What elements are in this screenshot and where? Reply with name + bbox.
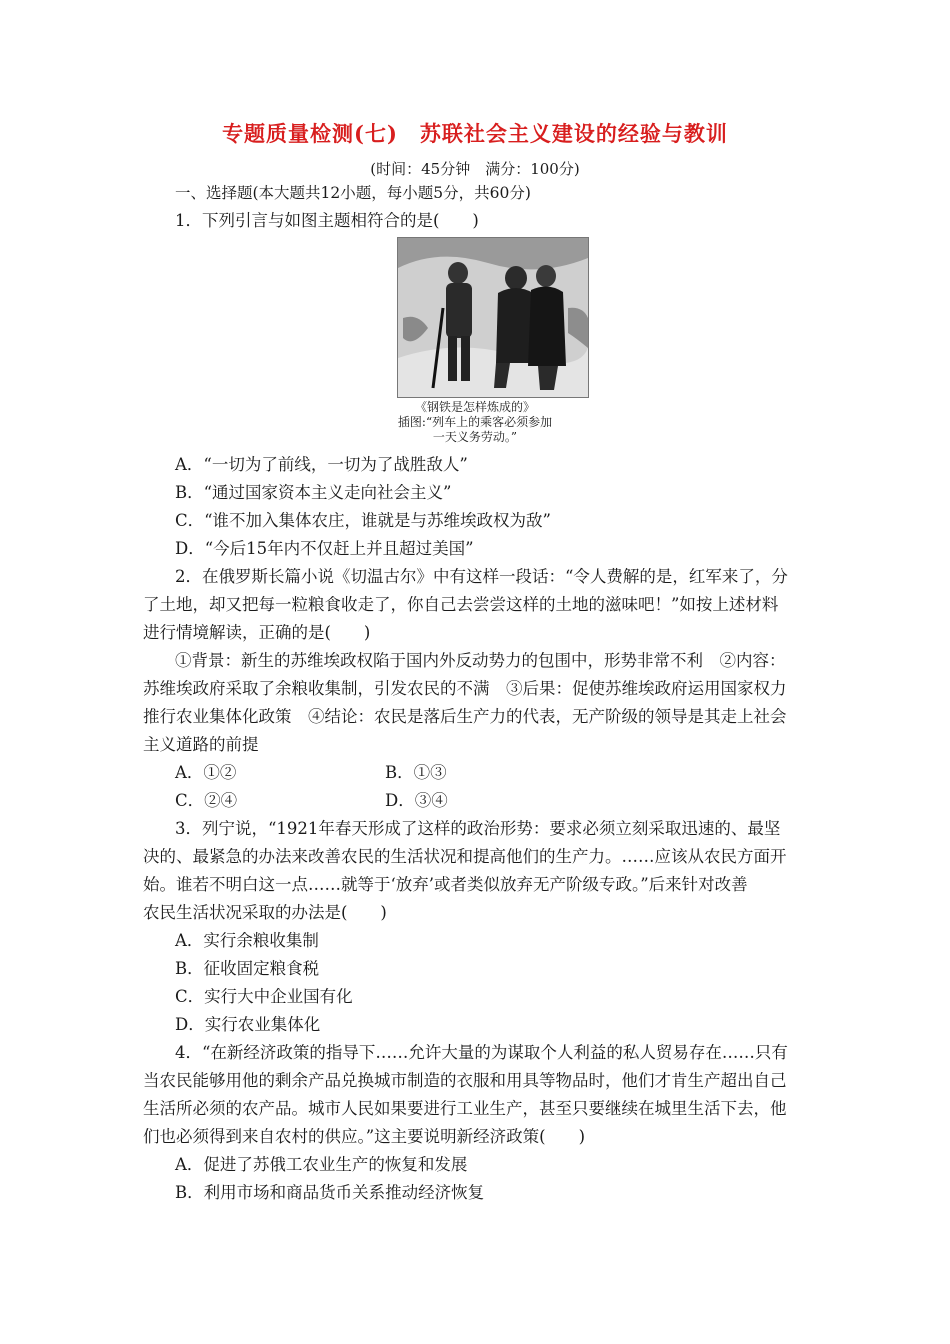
q4-line-4: 们也必须得到来自农村的供应。”这主要说明新经济政策( ): [143, 1127, 586, 1146]
q3-line-4: 农民生活状况采取的办法是( ): [143, 903, 387, 922]
q3-option-b: B．征收固定粮食税: [175, 959, 320, 978]
section-heading: 一、选择题(本大题共12小题，每小题5分，共60分): [175, 184, 531, 202]
q1-option-d: D．“今后15年内不仅赶上并且超过美国”: [175, 539, 474, 558]
q4-option-a: A．促进了苏俄工农业生产的恢复和发展: [175, 1155, 468, 1174]
q4-line-2: 当农民能够用他的剩余产品兑换城市制造的衣服和用具等物品时，他们才肯生产超出自己: [143, 1071, 787, 1090]
q2-statements-line-3: 推行农业集体化政策 ④结论：农民是落后生产力的代表，无产阶级的领导是其走上社会: [143, 707, 787, 726]
q1-option-a: A．“一切为了前线，一切为了战胜敌人”: [175, 455, 468, 474]
q4-line-3: 生活所必须的农产品。城市人民如果要进行工业生产，甚至只要继续在城里生活下去，他: [143, 1099, 787, 1118]
q2-statements-line-2: 苏维埃政府采取了余粮收集制，引发农民的不满 ③后果：促使苏维埃政府运用国家权力: [143, 679, 787, 698]
q4-option-b: B．利用市场和商品货币关系推动经济恢复: [175, 1183, 485, 1202]
q4-line-1: 4．“在新经济政策的指导下……允许大量的为谋取个人利益的私人贸易存在……只有: [175, 1043, 788, 1062]
q2-line-3: 进行情境解读，正确的是( ): [143, 623, 371, 642]
q3-line-2: 决的、最紧急的办法来改善农民的生活状况和提高他们的生产力。……应该从农民方面开: [143, 847, 787, 866]
q3-line-3: 始。谁若不明白这一点……就等于‘放弃’或者类似放弃无产阶级专政。”后来针对改善: [143, 875, 748, 894]
q2-option-d: D．③④: [385, 791, 448, 810]
illustration-figures-icon: [398, 238, 588, 397]
q3-option-d: D．实行农业集体化: [175, 1015, 321, 1034]
exam-info: (时间：45分钟 满分：100分): [370, 160, 580, 178]
q2-option-c: C．②④: [175, 791, 238, 810]
q2-statements-line-4: 主义道路的前提: [143, 735, 259, 754]
document-title: 专题质量检测(七) 苏联社会主义建设的经验与教训: [222, 121, 728, 146]
q3-option-c: C．实行大中企业国有化: [175, 987, 353, 1006]
q1-option-b: B．“通过国家资本主义走向社会主义”: [175, 483, 452, 502]
q2-option-a: A．①②: [175, 763, 237, 782]
q3-option-a: A．实行余粮收集制: [175, 931, 319, 950]
q1-stem: 1．下列引言与如图主题相符合的是( ): [175, 211, 479, 230]
q2-line-2: 了土地，却又把每一粒粮食收走了，你自己去尝尝这样的土地的滋味吧！”如按上述材料: [143, 595, 779, 614]
q2-line-1: 2．在俄罗斯长篇小说《切温古尔》中有这样一段话：“令人费解的是，红军来了，分: [175, 567, 788, 586]
q2-option-b: B．①③: [385, 763, 447, 782]
figure-caption-line-3: 一天义务劳动。”: [432, 430, 518, 444]
illustration-image: [397, 237, 589, 398]
q3-line-1: 3．列宁说，“1921年春天形成了这样的政治形势：要求必须立刻采取迅速的、最坚: [175, 819, 781, 838]
q2-statements-line-1: ①背景：新生的苏维埃政权陷于国内外反动势力的包围中，形势非常不利 ②内容：: [175, 651, 786, 670]
figure-caption-line-1: 《钢铁是怎样炼成的》: [414, 400, 535, 414]
figure-caption-line-2: 插图:“列车上的乘客必须参加: [397, 415, 553, 429]
q1-option-c: C．“谁不加入集体农庄，谁就是与苏维埃政权为敌”: [175, 511, 551, 530]
